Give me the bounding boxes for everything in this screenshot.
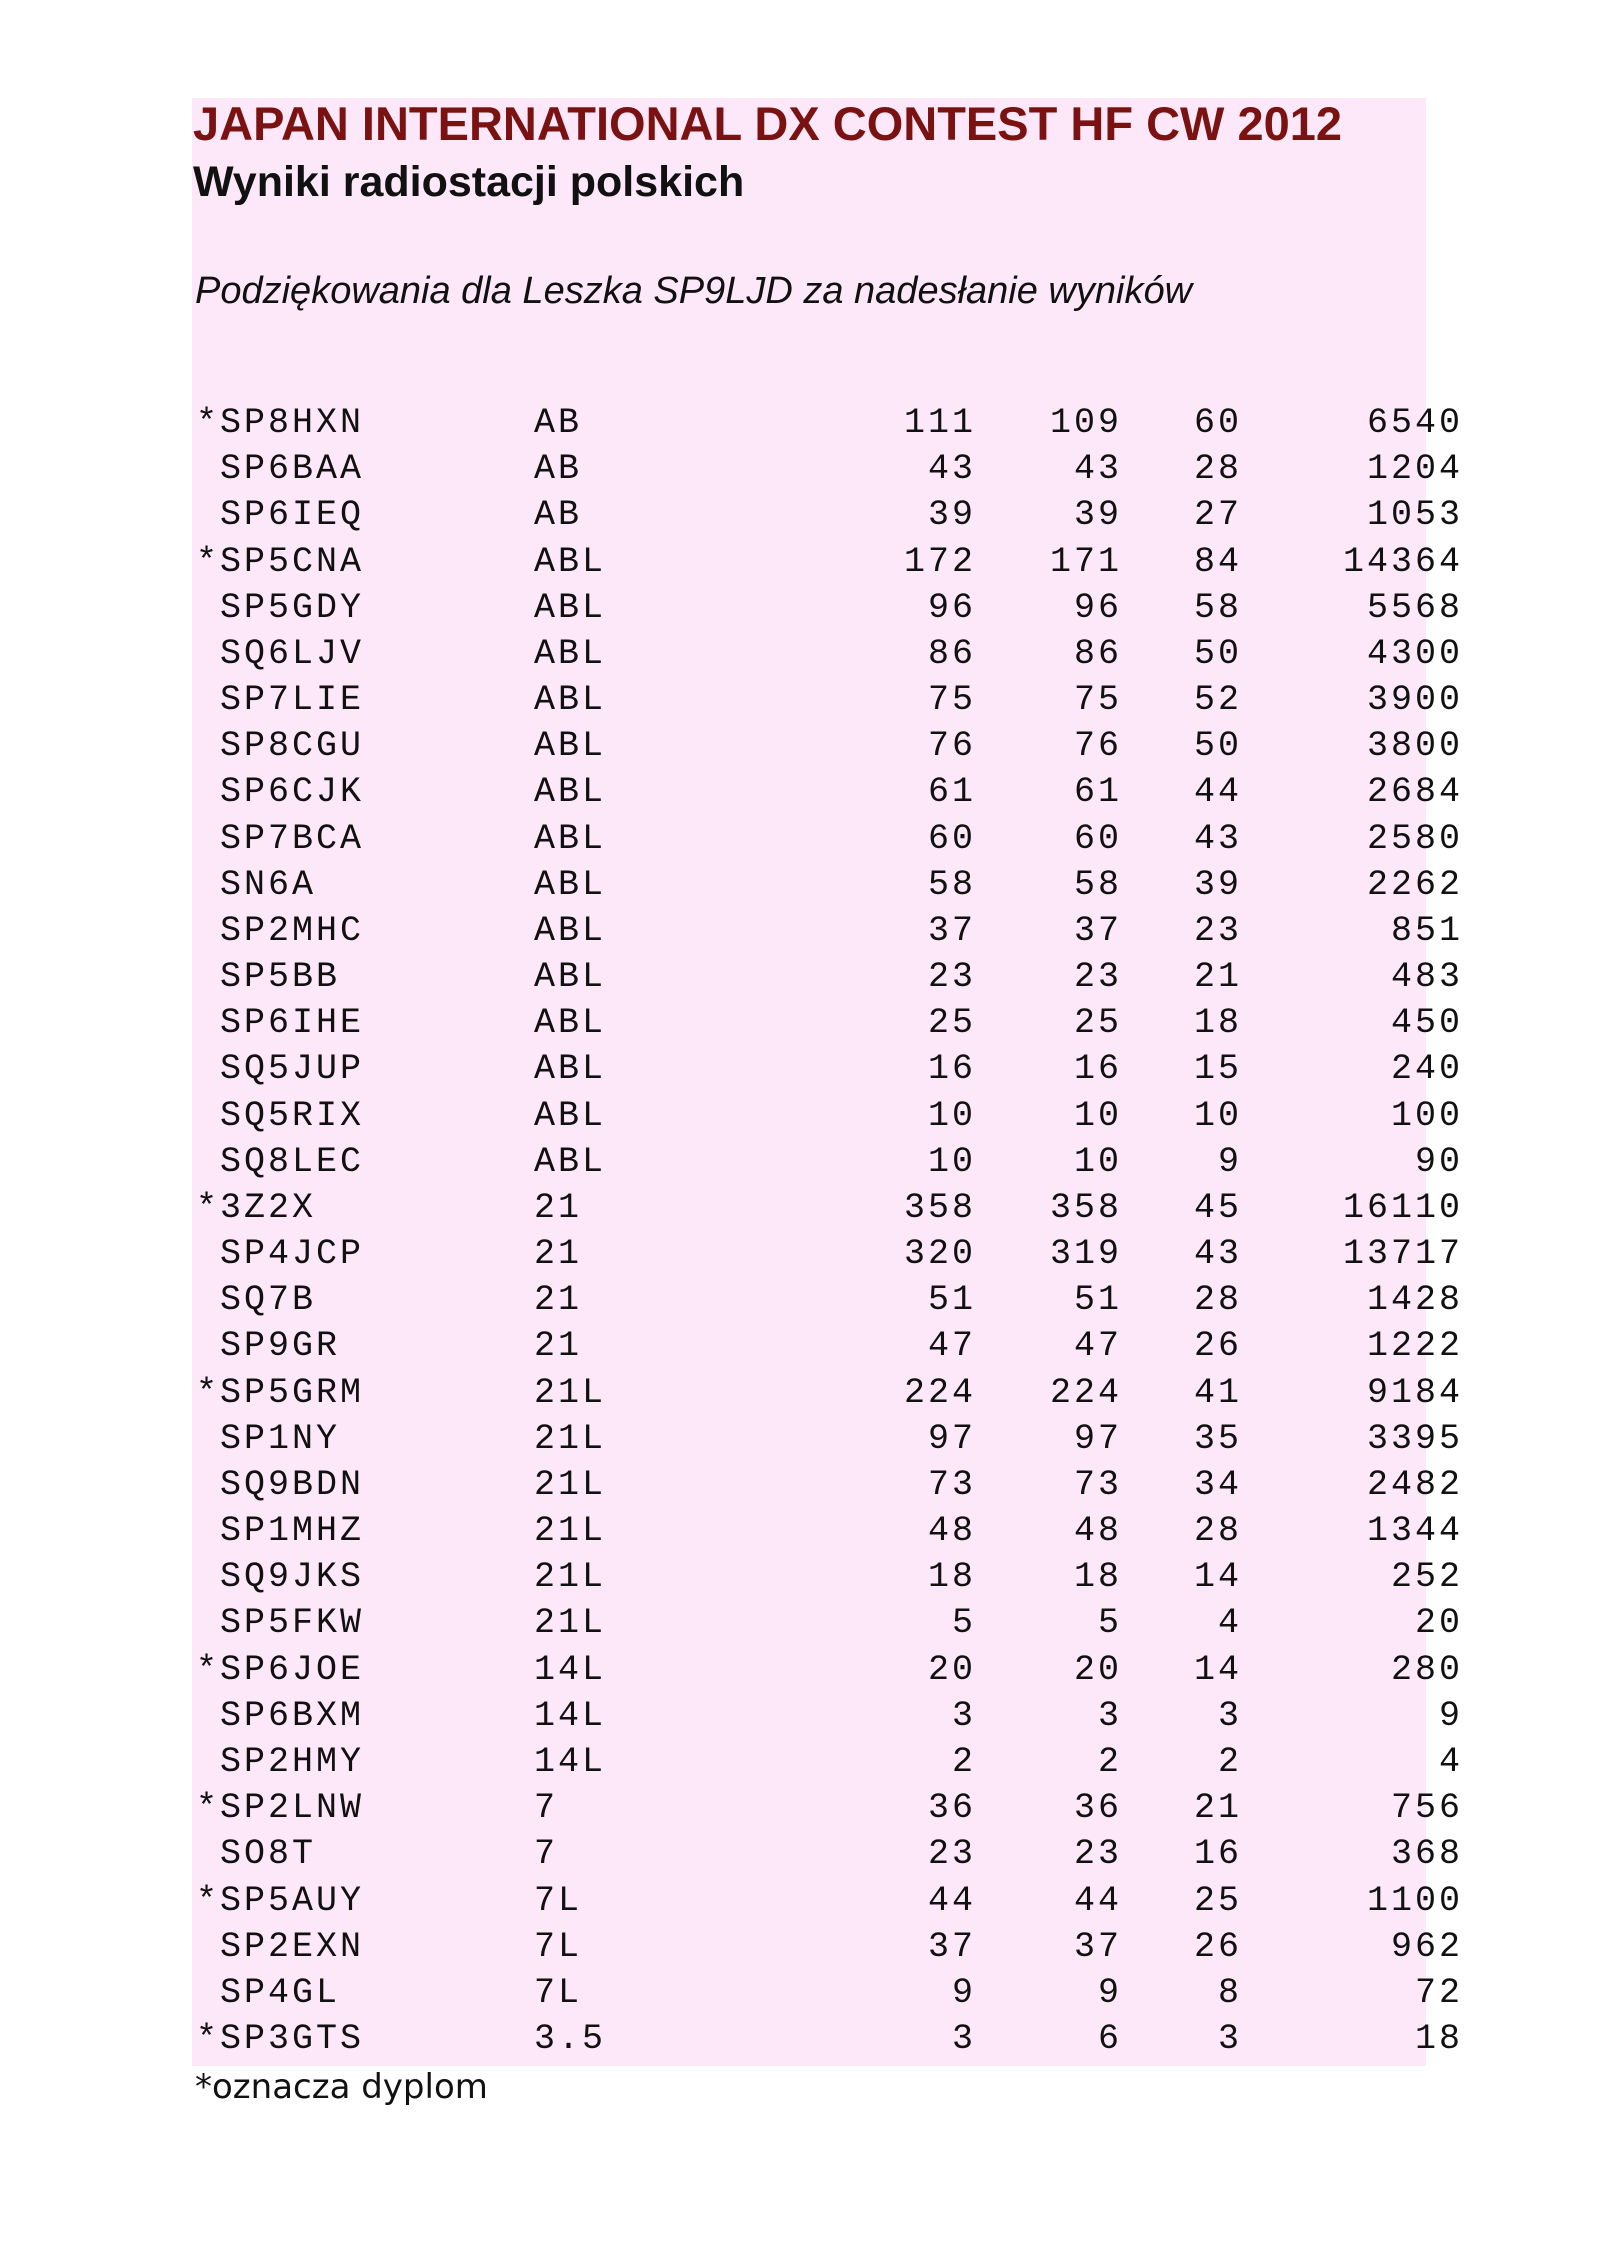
multiplier-cell: 52 <box>1193 680 1242 721</box>
callsign-cell: SP4GL <box>196 1972 341 2013</box>
category-cell: ABL <box>534 957 607 998</box>
score-cell: 252 <box>1390 1557 1463 1598</box>
qso-count-cell: 5 <box>951 1603 976 1644</box>
multiplier-cell: 84 <box>1193 541 1242 582</box>
points-cell: 37 <box>1073 910 1122 951</box>
table-row <box>196 723 1463 769</box>
points-cell: 2 <box>1097 1741 1122 1782</box>
multiplier-cell: 15 <box>1193 1049 1242 1090</box>
category-cell: 21L <box>534 1511 607 1552</box>
multiplier-cell: 3 <box>1217 2019 1242 2060</box>
table-row <box>196 1970 1463 2016</box>
category-cell: 7L <box>534 1880 583 1921</box>
qso-count-cell: 10 <box>927 1095 976 1136</box>
category-cell: 14L <box>534 1741 607 1782</box>
category-cell: ABL <box>534 726 607 767</box>
callsign-cell: SP6IHE <box>196 1003 365 1044</box>
callsign-cell: SP6CJK <box>196 772 365 813</box>
points-cell: 23 <box>1073 1834 1122 1875</box>
callsign-cell: SP2EXN <box>196 1926 365 1967</box>
qso-count-cell: 18 <box>927 1557 976 1598</box>
multiplier-cell: 34 <box>1193 1464 1242 1505</box>
table-row <box>196 1185 1463 1231</box>
callsign-cell: SP2HMY <box>196 1741 365 1782</box>
table-row <box>196 631 1463 677</box>
category-cell: 7 <box>534 1788 559 1829</box>
qso-count-cell: 39 <box>927 495 976 536</box>
multiplier-cell: 21 <box>1193 1788 1242 1829</box>
multiplier-cell: 18 <box>1193 1003 1242 1044</box>
score-cell: 1100 <box>1366 1880 1463 1921</box>
acknowledgement-text: Podziękowania dla Leszka SP9LJD za nadesłanie wyników <box>195 270 1193 312</box>
qso-count-cell: 3 <box>951 1695 976 1736</box>
table-row <box>196 1693 1463 1739</box>
multiplier-cell: 28 <box>1193 1280 1242 1321</box>
points-cell: 6 <box>1097 2019 1122 2060</box>
category-cell: 7L <box>534 1972 583 2013</box>
score-cell: 280 <box>1390 1649 1463 1690</box>
table-row <box>196 492 1463 538</box>
callsign-cell: SQ9BDN <box>196 1464 365 1505</box>
multiplier-cell: 45 <box>1193 1187 1242 1228</box>
points-cell: 61 <box>1073 772 1122 813</box>
score-cell: 1053 <box>1366 495 1463 536</box>
score-cell: 2262 <box>1366 864 1463 905</box>
multiplier-cell: 14 <box>1193 1557 1242 1598</box>
multiplier-cell: 9 <box>1217 1141 1242 1182</box>
points-cell: 60 <box>1073 818 1122 859</box>
qso-count-cell: 37 <box>927 1926 976 1967</box>
category-cell: 21L <box>534 1372 607 1413</box>
qso-count-cell: 58 <box>927 864 976 905</box>
category-cell: 14L <box>534 1649 607 1690</box>
points-cell: 75 <box>1073 680 1122 721</box>
points-cell: 23 <box>1073 957 1122 998</box>
score-cell: 9184 <box>1366 1372 1463 1413</box>
callsign-cell: SQ6LJV <box>196 633 365 674</box>
points-cell: 25 <box>1073 1003 1122 1044</box>
score-cell: 4300 <box>1366 633 1463 674</box>
points-cell: 37 <box>1073 1926 1122 1967</box>
multiplier-cell: 41 <box>1193 1372 1242 1413</box>
multiplier-cell: 43 <box>1193 1234 1242 1275</box>
multiplier-cell: 44 <box>1193 772 1242 813</box>
multiplier-cell: 39 <box>1193 864 1242 905</box>
table-row <box>196 1416 1463 1462</box>
table-row <box>196 1277 1463 1323</box>
multiplier-cell: 60 <box>1193 403 1242 443</box>
points-cell: 9 <box>1097 1972 1122 2013</box>
table-row <box>196 1647 1463 1693</box>
score-cell: 13717 <box>1342 1234 1463 1275</box>
points-cell: 358 <box>1049 1187 1122 1228</box>
callsign-cell: *SP2LNW <box>196 1788 365 1829</box>
category-cell: AB <box>534 495 583 536</box>
points-cell: 3 <box>1097 1695 1122 1736</box>
table-row <box>196 677 1463 723</box>
score-cell: 14364 <box>1342 541 1463 582</box>
multiplier-cell: 43 <box>1193 818 1242 859</box>
points-cell: 39 <box>1073 495 1122 536</box>
table-row <box>196 1600 1463 1646</box>
score-cell: 100 <box>1390 1095 1463 1136</box>
multiplier-cell: 26 <box>1193 1926 1242 1967</box>
callsign-cell: SQ8LEC <box>196 1141 365 1182</box>
points-cell: 16 <box>1073 1049 1122 1090</box>
category-cell: ABL <box>534 633 607 674</box>
score-cell: 962 <box>1390 1926 1463 1967</box>
points-cell: 36 <box>1073 1788 1122 1829</box>
callsign-cell: SQ5RIX <box>196 1095 365 1136</box>
multiplier-cell: 50 <box>1193 726 1242 767</box>
category-cell: ABL <box>534 1095 607 1136</box>
score-cell: 2482 <box>1366 1464 1463 1505</box>
score-cell: 368 <box>1390 1834 1463 1875</box>
callsign-cell: SP5BB <box>196 957 341 998</box>
points-cell: 51 <box>1073 1280 1122 1321</box>
qso-count-cell: 20 <box>927 1649 976 1690</box>
points-cell: 76 <box>1073 726 1122 767</box>
points-cell: 86 <box>1073 633 1122 674</box>
category-cell: ABL <box>534 864 607 905</box>
callsign-cell: *SP5GRM <box>196 1372 365 1413</box>
contest-title: JAPAN INTERNATIONAL DX CONTEST HF CW 2012 <box>193 97 1342 150</box>
qso-count-cell: 76 <box>927 726 976 767</box>
points-cell: 18 <box>1073 1557 1122 1598</box>
table-row <box>196 1508 1463 1554</box>
table-row <box>196 2016 1463 2062</box>
category-cell: 21 <box>534 1280 583 1321</box>
callsign-cell: SP4JCP <box>196 1234 365 1275</box>
footnote: *oznacza dyplom <box>195 2067 488 2107</box>
qso-count-cell: 60 <box>927 818 976 859</box>
category-cell: 7L <box>534 1926 583 1967</box>
score-cell: 756 <box>1390 1788 1463 1829</box>
callsign-cell: SP1NY <box>196 1418 341 1459</box>
callsign-cell: *3Z2X <box>196 1187 317 1228</box>
table-row <box>196 1323 1463 1369</box>
qso-count-cell: 358 <box>903 1187 976 1228</box>
callsign-cell: SP6BXM <box>196 1695 365 1736</box>
qso-count-cell: 61 <box>927 772 976 813</box>
category-cell: 21L <box>534 1557 607 1598</box>
score-cell: 1222 <box>1366 1326 1463 1367</box>
callsign-cell: SP1MHZ <box>196 1511 365 1552</box>
table-row <box>196 1093 1463 1139</box>
multiplier-cell: 23 <box>1193 910 1242 951</box>
table-row <box>196 1231 1463 1277</box>
category-cell: ABL <box>534 818 607 859</box>
qso-count-cell: 10 <box>927 1141 976 1182</box>
category-cell: 21L <box>534 1603 607 1644</box>
qso-count-cell: 23 <box>927 957 976 998</box>
points-cell: 109 <box>1049 403 1122 443</box>
score-cell: 1428 <box>1366 1280 1463 1321</box>
category-cell: 7 <box>534 1834 559 1875</box>
multiplier-cell: 26 <box>1193 1326 1242 1367</box>
qso-count-cell: 320 <box>903 1234 976 1275</box>
qso-count-cell: 25 <box>927 1003 976 1044</box>
category-cell: AB <box>534 449 583 490</box>
callsign-cell: SQ9JKS <box>196 1557 365 1598</box>
score-cell: 2580 <box>1366 818 1463 859</box>
qso-count-cell: 16 <box>927 1049 976 1090</box>
callsign-cell: *SP3GTS <box>196 2019 365 2060</box>
table-row <box>196 1878 1463 1924</box>
table-row <box>196 1046 1463 1092</box>
category-cell: 14L <box>534 1695 607 1736</box>
table-row <box>196 1370 1463 1416</box>
score-cell: 450 <box>1390 1003 1463 1044</box>
page-subtitle: Wyniki radiostacji polskich <box>193 158 745 206</box>
points-cell: 96 <box>1073 587 1122 628</box>
multiplier-cell: 27 <box>1193 495 1242 536</box>
category-cell: ABL <box>534 1141 607 1182</box>
category-cell: 21 <box>534 1187 583 1228</box>
multiplier-cell: 28 <box>1193 449 1242 490</box>
points-cell: 43 <box>1073 449 1122 490</box>
category-cell: 21L <box>534 1464 607 1505</box>
category-cell: 21 <box>534 1326 583 1367</box>
category-cell: ABL <box>534 910 607 951</box>
score-cell: 1344 <box>1366 1511 1463 1552</box>
qso-count-cell: 3 <box>951 2019 976 2060</box>
qso-count-cell: 37 <box>927 910 976 951</box>
multiplier-cell: 16 <box>1193 1834 1242 1875</box>
points-cell: 20 <box>1073 1649 1122 1690</box>
qso-count-cell: 2 <box>951 1741 976 1782</box>
table-row <box>196 1785 1463 1831</box>
qso-count-cell: 43 <box>927 449 976 490</box>
score-cell: 90 <box>1414 1141 1463 1182</box>
qso-count-cell: 96 <box>927 587 976 628</box>
score-cell: 1204 <box>1366 449 1463 490</box>
qso-count-cell: 9 <box>951 1972 976 2013</box>
points-cell: 73 <box>1073 1464 1122 1505</box>
points-cell: 48 <box>1073 1511 1122 1552</box>
table-row <box>196 585 1463 631</box>
score-cell: 72 <box>1414 1972 1463 2013</box>
callsign-cell: *SP6JOE <box>196 1649 365 1690</box>
category-cell: ABL <box>534 1049 607 1090</box>
score-cell: 4 <box>1438 1741 1463 1782</box>
callsign-cell: SP6IEQ <box>196 495 365 536</box>
callsign-cell: SP9GR <box>196 1326 341 1367</box>
callsign-cell: SP7LIE <box>196 680 365 721</box>
score-cell: 20 <box>1414 1603 1463 1644</box>
score-cell: 2684 <box>1366 772 1463 813</box>
category-cell: AB <box>534 403 583 443</box>
callsign-cell: SQ5JUP <box>196 1049 365 1090</box>
qso-count-cell: 111 <box>903 403 976 443</box>
callsign-cell: *SP5AUY <box>196 1880 365 1921</box>
callsign-cell: *SP5CNA <box>196 541 365 582</box>
callsign-cell: SO8T <box>196 1834 317 1875</box>
qso-count-cell: 44 <box>927 1880 976 1921</box>
score-cell: 483 <box>1390 957 1463 998</box>
qso-count-cell: 36 <box>927 1788 976 1829</box>
table-row <box>196 862 1463 908</box>
multiplier-cell: 50 <box>1193 633 1242 674</box>
table-row <box>196 1924 1463 1970</box>
callsign-cell: SP5GDY <box>196 587 365 628</box>
callsign-cell: *SP8HXN <box>196 403 365 443</box>
qso-count-cell: 97 <box>927 1418 976 1459</box>
category-cell: ABL <box>534 587 607 628</box>
category-cell: ABL <box>534 772 607 813</box>
qso-count-cell: 48 <box>927 1511 976 1552</box>
multiplier-cell: 14 <box>1193 1649 1242 1690</box>
category-cell: ABL <box>534 541 607 582</box>
table-row <box>196 1139 1463 1185</box>
multiplier-cell: 35 <box>1193 1418 1242 1459</box>
qso-count-cell: 75 <box>927 680 976 721</box>
points-cell: 47 <box>1073 1326 1122 1367</box>
qso-count-cell: 86 <box>927 633 976 674</box>
multiplier-cell: 10 <box>1193 1095 1242 1136</box>
score-cell: 3800 <box>1366 726 1463 767</box>
table-row <box>196 539 1463 585</box>
table-row <box>196 446 1463 492</box>
table-row <box>196 908 1463 954</box>
table-row <box>196 1462 1463 1508</box>
results-table <box>196 400 1463 2062</box>
table-row <box>196 816 1463 862</box>
score-cell: 6540 <box>1366 403 1463 443</box>
callsign-cell: SP6BAA <box>196 449 365 490</box>
points-cell: 10 <box>1073 1095 1122 1136</box>
score-cell: 240 <box>1390 1049 1463 1090</box>
multiplier-cell: 3 <box>1217 1695 1242 1736</box>
table-row <box>196 769 1463 815</box>
qso-count-cell: 51 <box>927 1280 976 1321</box>
callsign-cell: SP5FKW <box>196 1603 365 1644</box>
table-row <box>196 400 1463 446</box>
table-row <box>196 954 1463 1000</box>
category-cell: 21L <box>534 1418 607 1459</box>
category-cell: 21 <box>534 1234 583 1275</box>
callsign-cell: SQ7B <box>196 1280 317 1321</box>
callsign-cell: SP7BCA <box>196 818 365 859</box>
points-cell: 58 <box>1073 864 1122 905</box>
points-cell: 171 <box>1049 541 1122 582</box>
table-row <box>196 1554 1463 1600</box>
score-cell: 18 <box>1414 2019 1463 2060</box>
score-cell: 9 <box>1438 1695 1463 1736</box>
category-cell: ABL <box>534 680 607 721</box>
qso-count-cell: 73 <box>927 1464 976 1505</box>
callsign-cell: SN6A <box>196 864 317 905</box>
score-cell: 3900 <box>1366 680 1463 721</box>
score-cell: 16110 <box>1342 1187 1463 1228</box>
table-row <box>196 1000 1463 1046</box>
category-cell: ABL <box>534 1003 607 1044</box>
multiplier-cell: 21 <box>1193 957 1242 998</box>
points-cell: 97 <box>1073 1418 1122 1459</box>
qso-count-cell: 23 <box>927 1834 976 1875</box>
multiplier-cell: 2 <box>1217 1741 1242 1782</box>
qso-count-cell: 47 <box>927 1326 976 1367</box>
callsign-cell: SP2MHC <box>196 910 365 951</box>
table-row <box>196 1739 1463 1785</box>
multiplier-cell: 8 <box>1217 1972 1242 2013</box>
score-cell: 3395 <box>1366 1418 1463 1459</box>
multiplier-cell: 28 <box>1193 1511 1242 1552</box>
callsign-cell: SP8CGU <box>196 726 365 767</box>
points-cell: 5 <box>1097 1603 1122 1644</box>
table-row <box>196 1831 1463 1877</box>
score-cell: 5568 <box>1366 587 1463 628</box>
points-cell: 44 <box>1073 1880 1122 1921</box>
multiplier-cell: 4 <box>1217 1603 1242 1644</box>
points-cell: 10 <box>1073 1141 1122 1182</box>
points-cell: 224 <box>1049 1372 1122 1413</box>
points-cell: 319 <box>1049 1234 1122 1275</box>
qso-count-cell: 172 <box>903 541 976 582</box>
qso-count-cell: 224 <box>903 1372 976 1413</box>
multiplier-cell: 25 <box>1193 1880 1242 1921</box>
score-cell: 851 <box>1390 910 1463 951</box>
multiplier-cell: 58 <box>1193 587 1242 628</box>
category-cell: 3.5 <box>534 2019 607 2060</box>
